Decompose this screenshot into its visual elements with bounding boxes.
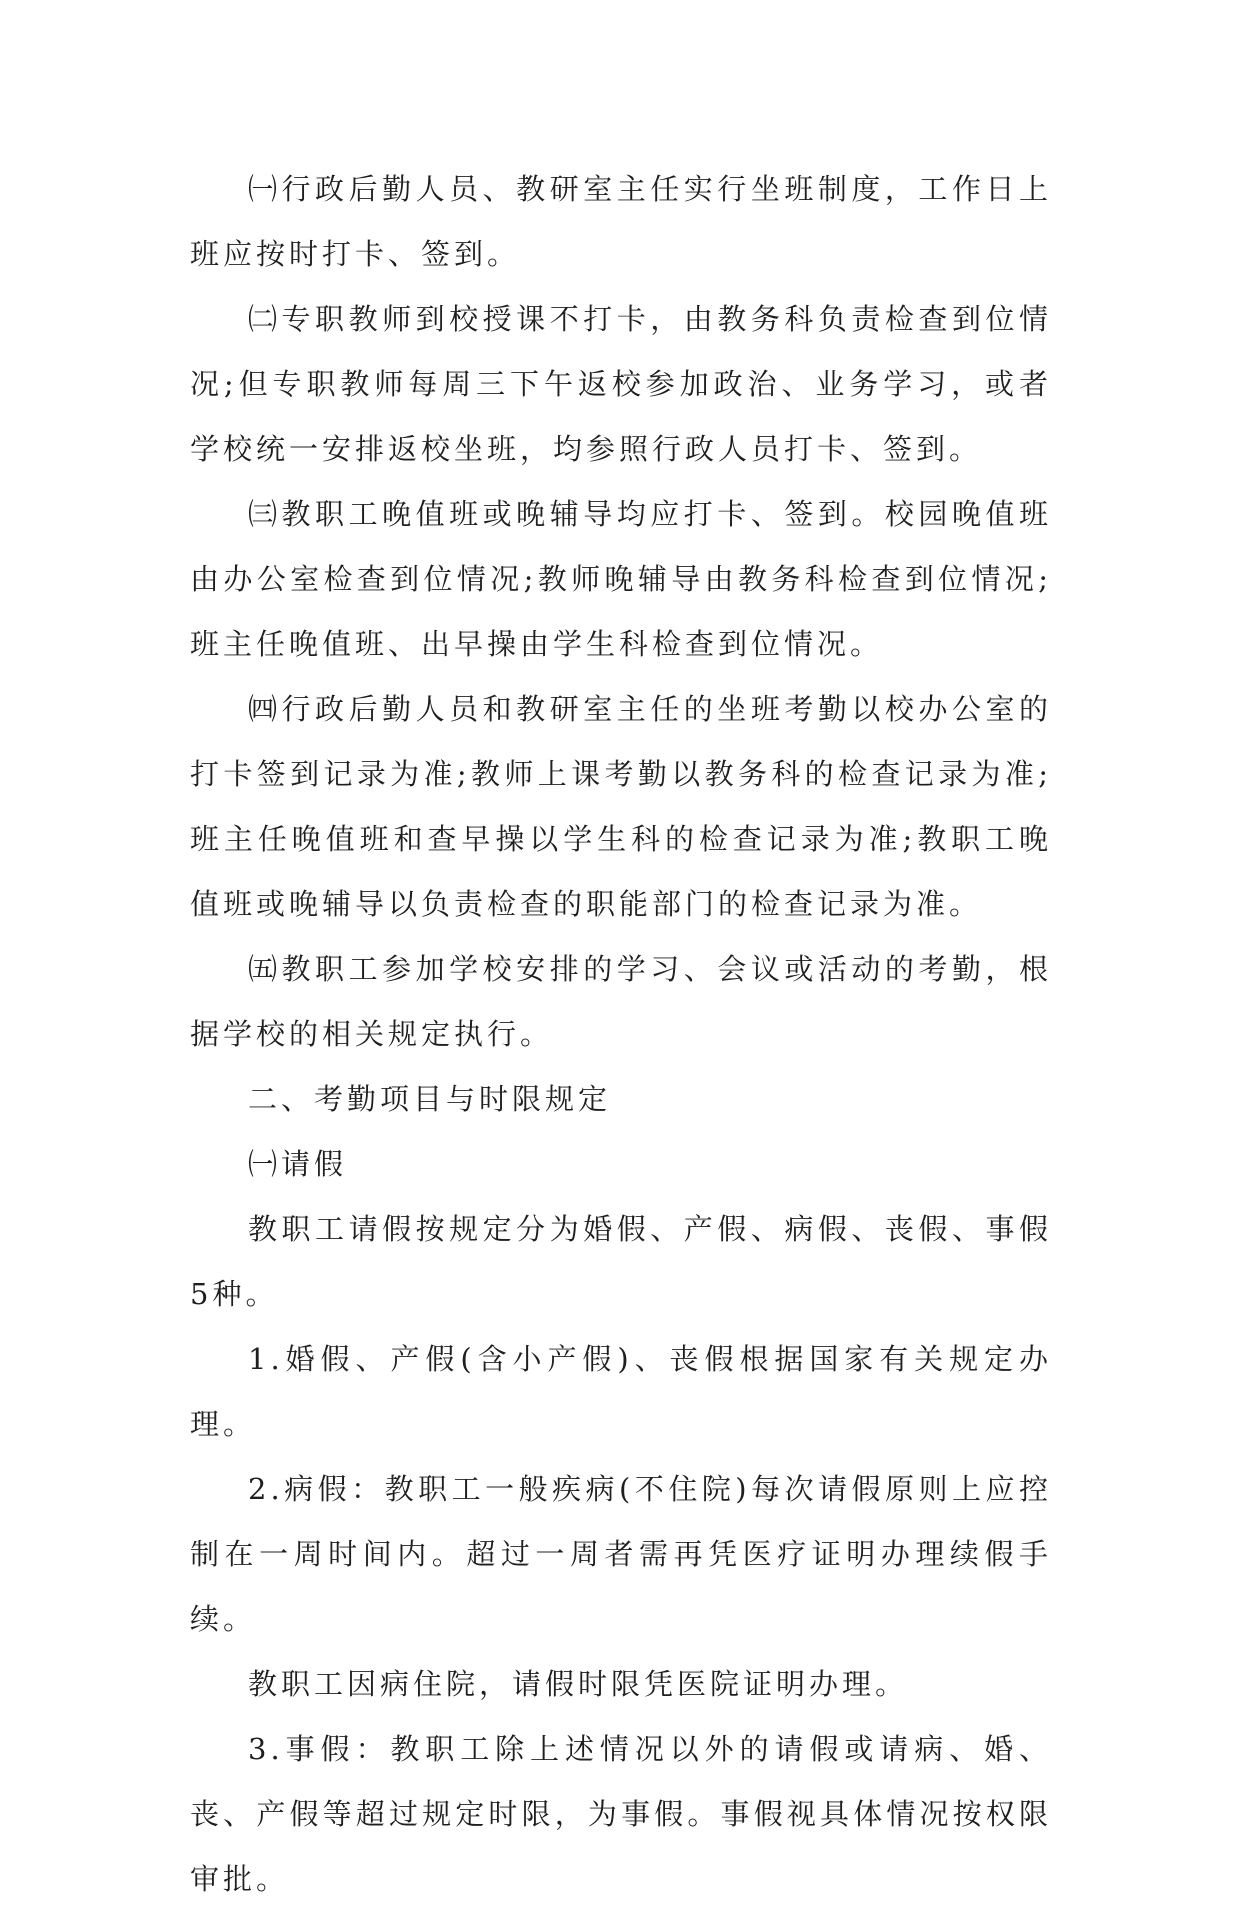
paragraph-leave-types: 教职工请假按规定分为婚假、产假、病假、丧假、事假5种。 xyxy=(190,1212,1052,1311)
paragraph-teacher-attendance: ㈡专职教师到校授课不打卡，由教务科负责检查到位情况;但专职教师每周三下午返校参加政治、业务学习，或者学校统一安排返校坐班，均参照行政人员打卡、签到。 xyxy=(190,302,1052,466)
paragraph-personal-leave: 3.事假：教职工除上述情况以外的请假或请病、婚、丧、产假等超过规定时限，为事假。事假视具体情况按权限审批。 xyxy=(190,1732,1052,1896)
paragraph-marriage-maternity-leave: 1.婚假、产假(含小产假)、丧假根据国家有关规定办理。 xyxy=(190,1342,1052,1441)
paragraph-attendance-records: ㈣行政后勤人员和教研室主任的坐班考勤以校办公室的打卡签到记录为准;教师上课考勤以教务科的检查记录为准;班主任晚值班和查早操以学生科的检查记录为准;教职工晚值班或晚辅导以负责检查的职能部门的检查记录为准。 xyxy=(190,692,1052,921)
paragraph-evening-duty: ㈢教职工晚值班或晚辅导均应打卡、签到。校园晚值班由办公室检查到位情况;教师晚辅导由教务科检查到位情况;班主任晚值班、出早操由学生科检查到位情况。 xyxy=(190,497,1052,661)
section-heading-leave-rules: 二、考勤项目与时限规定 xyxy=(248,1082,612,1116)
document-body xyxy=(190,157,1052,1912)
paragraph-activity-attendance: ㈤教职工参加学校安排的学习、会议或活动的考勤，根据学校的相关规定执行。 xyxy=(190,952,1052,1051)
subheading-leave: ㈠请假 xyxy=(248,1147,348,1181)
paragraph-admin-attendance: ㈠行政后勤人员、教研室主任实行坐班制度，工作日上班应按时打卡、签到。 xyxy=(190,172,1052,271)
paragraph-sick-leave: 2.病假：教职工一般疾病(不住院)每次请假原则上应控制在一周时间内。超过一周者需再凭医疗证明办理续假手续。 xyxy=(190,1472,1052,1636)
paragraph-hospital-leave: 教职工因病住院，请假时限凭医院证明办理。 xyxy=(248,1667,909,1701)
